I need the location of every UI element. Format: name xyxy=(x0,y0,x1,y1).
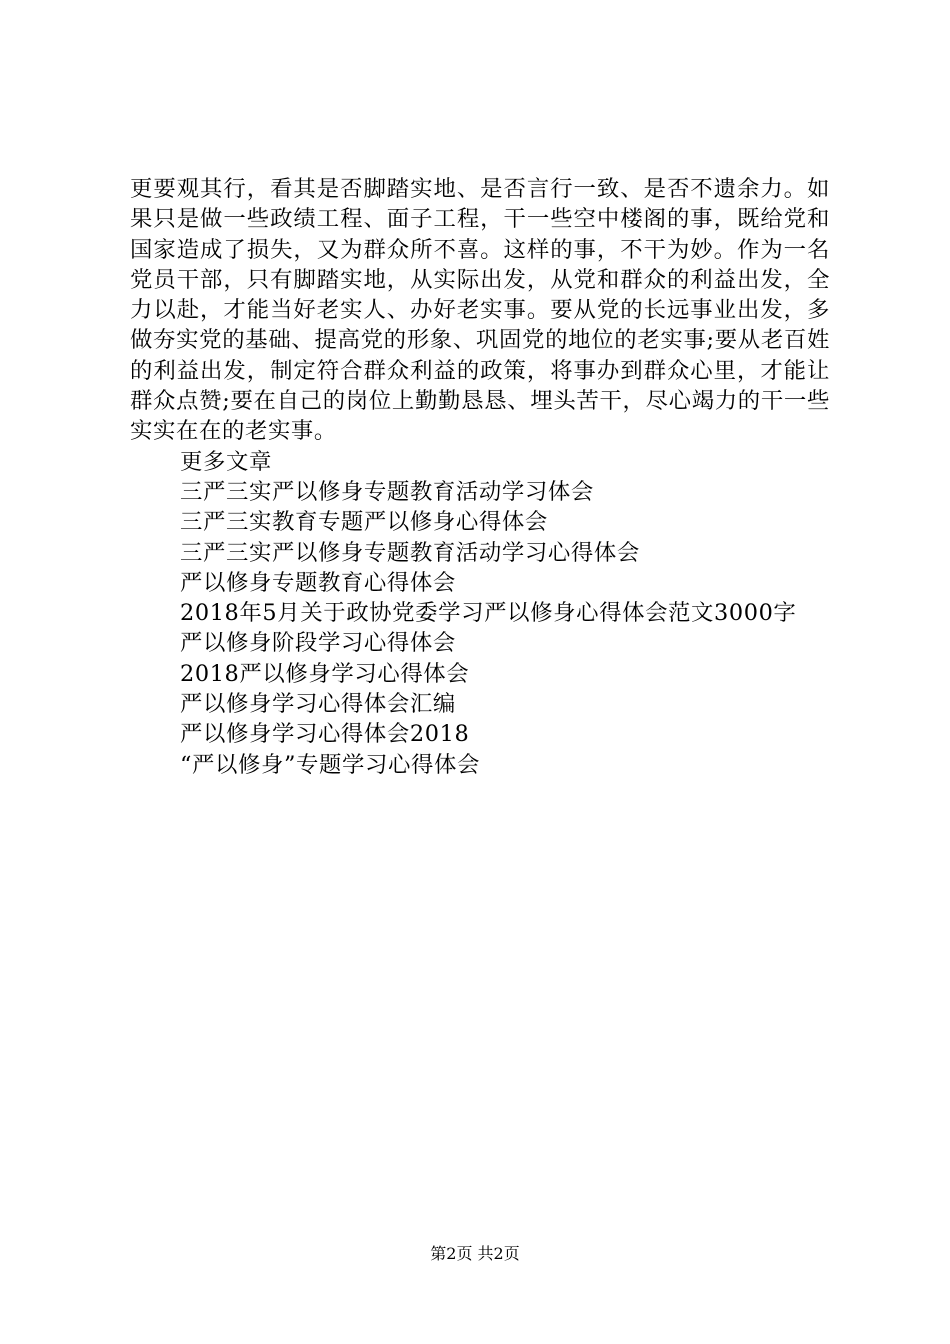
article-link-8[interactable]: 严以修身学习心得体会汇编 xyxy=(180,691,456,718)
document-body xyxy=(130,174,830,780)
more-articles-heading: 更多文章 xyxy=(180,448,272,475)
article-link-7[interactable]: 2018严以修身学习心得体会 xyxy=(180,660,470,687)
article-link-6[interactable]: 严以修身阶段学习心得体会 xyxy=(180,630,456,657)
article-link-9[interactable]: 严以修身学习心得体会2018 xyxy=(180,721,470,748)
article-link-3[interactable]: 三严三实严以修身专题教育活动学习心得体会 xyxy=(180,539,640,566)
article-link-1[interactable]: 三严三实严以修身专题教育活动学习体会 xyxy=(180,478,594,505)
article-link-5[interactable]: 2018年5月关于政协党委学习严以修身心得体会范文3000字 xyxy=(180,600,797,627)
article-link-10[interactable]: “严以修身”专题学习心得体会 xyxy=(180,751,480,778)
page-footer xyxy=(0,1244,950,1264)
page-number: 第2页 共2页 xyxy=(430,1244,520,1263)
body-paragraph: 更要观其行，看其是否脚踏实地、是否言行一致、是否不遗余力。如果只是做一些政绩工程、面子工程，干一些空中楼阁的事，既给党和国家造成了损失，又为群众所不喜。这样的事，不干为妙。作为一名党员干部，只有脚踏实地，从实际出发，从党和群众的利益出发，全力以赴，才能当好老实人、办好老实事。要从党的长远事业出发，多做夯实党的基础、提高党的形象、巩固党的地位的老实事;要从老百姓的利益出发，制定符合群众利益的政策，将事办到群众心里，才能让群众点赞;要在自己的岗位上勤勤恳恳、埋头苦干，尽心竭力的干一些实实在在的老实事。 xyxy=(130,176,830,445)
article-link-2[interactable]: 三严三实教育专题严以修身心得体会 xyxy=(180,509,548,536)
article-link-4[interactable]: 严以修身专题教育心得体会 xyxy=(180,569,456,596)
